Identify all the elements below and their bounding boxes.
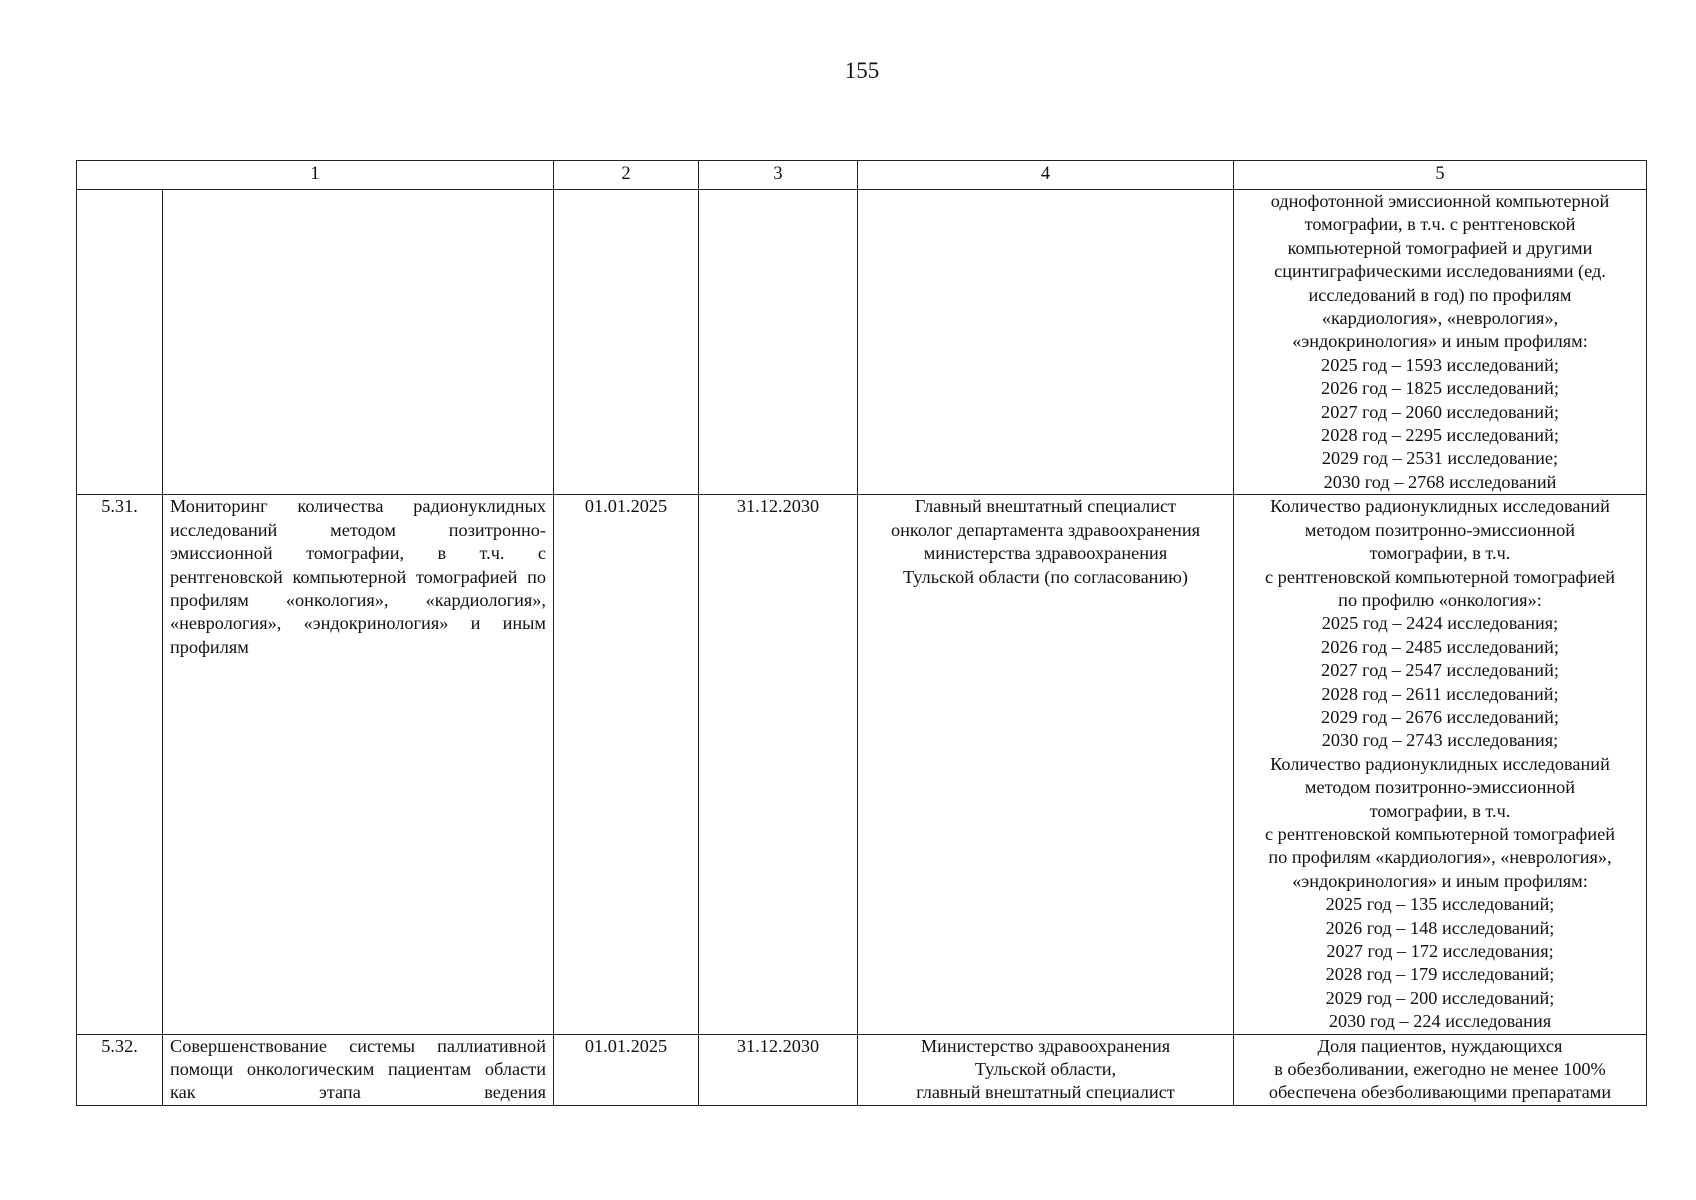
plan-table: [76, 160, 1647, 1106]
column-header-3: 3: [699, 161, 858, 190]
table-row-continued: [77, 190, 1647, 495]
cell-number: 5.31.: [77, 495, 163, 1034]
cell-indicator: однофотонной эмиссионной компьютерной томографии, в т.ч. с рентгеновской компьютерной томографией и другими сцинтиграфическими исследованиями (ед. исследований в год) по профилям «кардиология», «неврология», «эндокринология» и иным профилям: 2025 год – 1593 исследований; 2026 год – 1825 исследований; 2027 год – 2060 исследований; 2028 год – 2295 исследований; 2029 год – 2531 исследование; 2030 год – 2768 исследований: [1234, 190, 1647, 495]
page-number: 155: [844, 58, 880, 83]
column-header-4: 4: [858, 161, 1234, 190]
cell-number: 5.32.: [77, 1034, 163, 1105]
cell-indicator: Количество радионуклидных исследований методом позитронно-эмиссионной томографии, в т.ч. с рентгеновской компьютерной томографией по профилю «онкология»: 2025 год – 2424 исследования; 2026 год – 2485 исследований; 2027 год – 2547 исследований; 2028 год – 2611 исследований; 2029 год – 2676 исследований; 2030 год – 2743 исследования; Количество радионуклидных исследований методом позитронно-эмиссионной томографии, в т.ч. с рентгеновской компьютерной томографией по профилям «кардиология», «неврология», «эндокринология» и иным профилям: 2025 год – 135 исследований; 2026 год – 148 исследований; 2027 год – 172 исследования; 2028 год – 179 исследований; 2029 год – 200 исследований; 2030 год – 224 исследования: [1234, 495, 1647, 1034]
column-header-2: 2: [554, 161, 699, 190]
cell-title: [163, 190, 554, 495]
cell-title: Совершенствование системы паллиативной помощи онкологическим пациентам области как этапа ведения: [163, 1034, 554, 1105]
cell-start-date: [554, 190, 699, 495]
cell-end-date: [699, 190, 858, 495]
cell-indicator: Доля пациентов, нуждающихся в обезболивании, ежегодно не менее 100% обеспечена обезболивающими препаратами: [1234, 1034, 1647, 1105]
table-row-5-32: [77, 1034, 1647, 1105]
cell-start-date: 01.01.2025: [554, 1034, 699, 1105]
cell-end-date: 31.12.2030: [699, 1034, 858, 1105]
cell-number: [77, 190, 163, 495]
cell-start-date: 01.01.2025: [554, 495, 699, 1034]
cell-responsible: Главный внештатный специалист онколог департамента здравоохранения министерства здравоохранения Тульской области (по согласованию): [858, 495, 1234, 1034]
cell-responsible: [858, 190, 1234, 495]
table-header-row: [77, 161, 1647, 190]
cell-title: Мониторинг количества радионуклидных исследований методом позитронно-эмиссионной томографии, в т.ч. с рентгеновской компьютерной томографией по профилям «онкология», «кардиология», «неврология», «эндокринология» и иным профилям: [163, 495, 554, 1034]
cell-end-date: 31.12.2030: [699, 495, 858, 1034]
column-header-5: 5: [1234, 161, 1647, 190]
column-header-1: 1: [77, 161, 554, 190]
cell-responsible: Министерство здравоохранения Тульской области, главный внештатный специалист: [858, 1034, 1234, 1105]
table-row-5-31: [77, 495, 1647, 1034]
